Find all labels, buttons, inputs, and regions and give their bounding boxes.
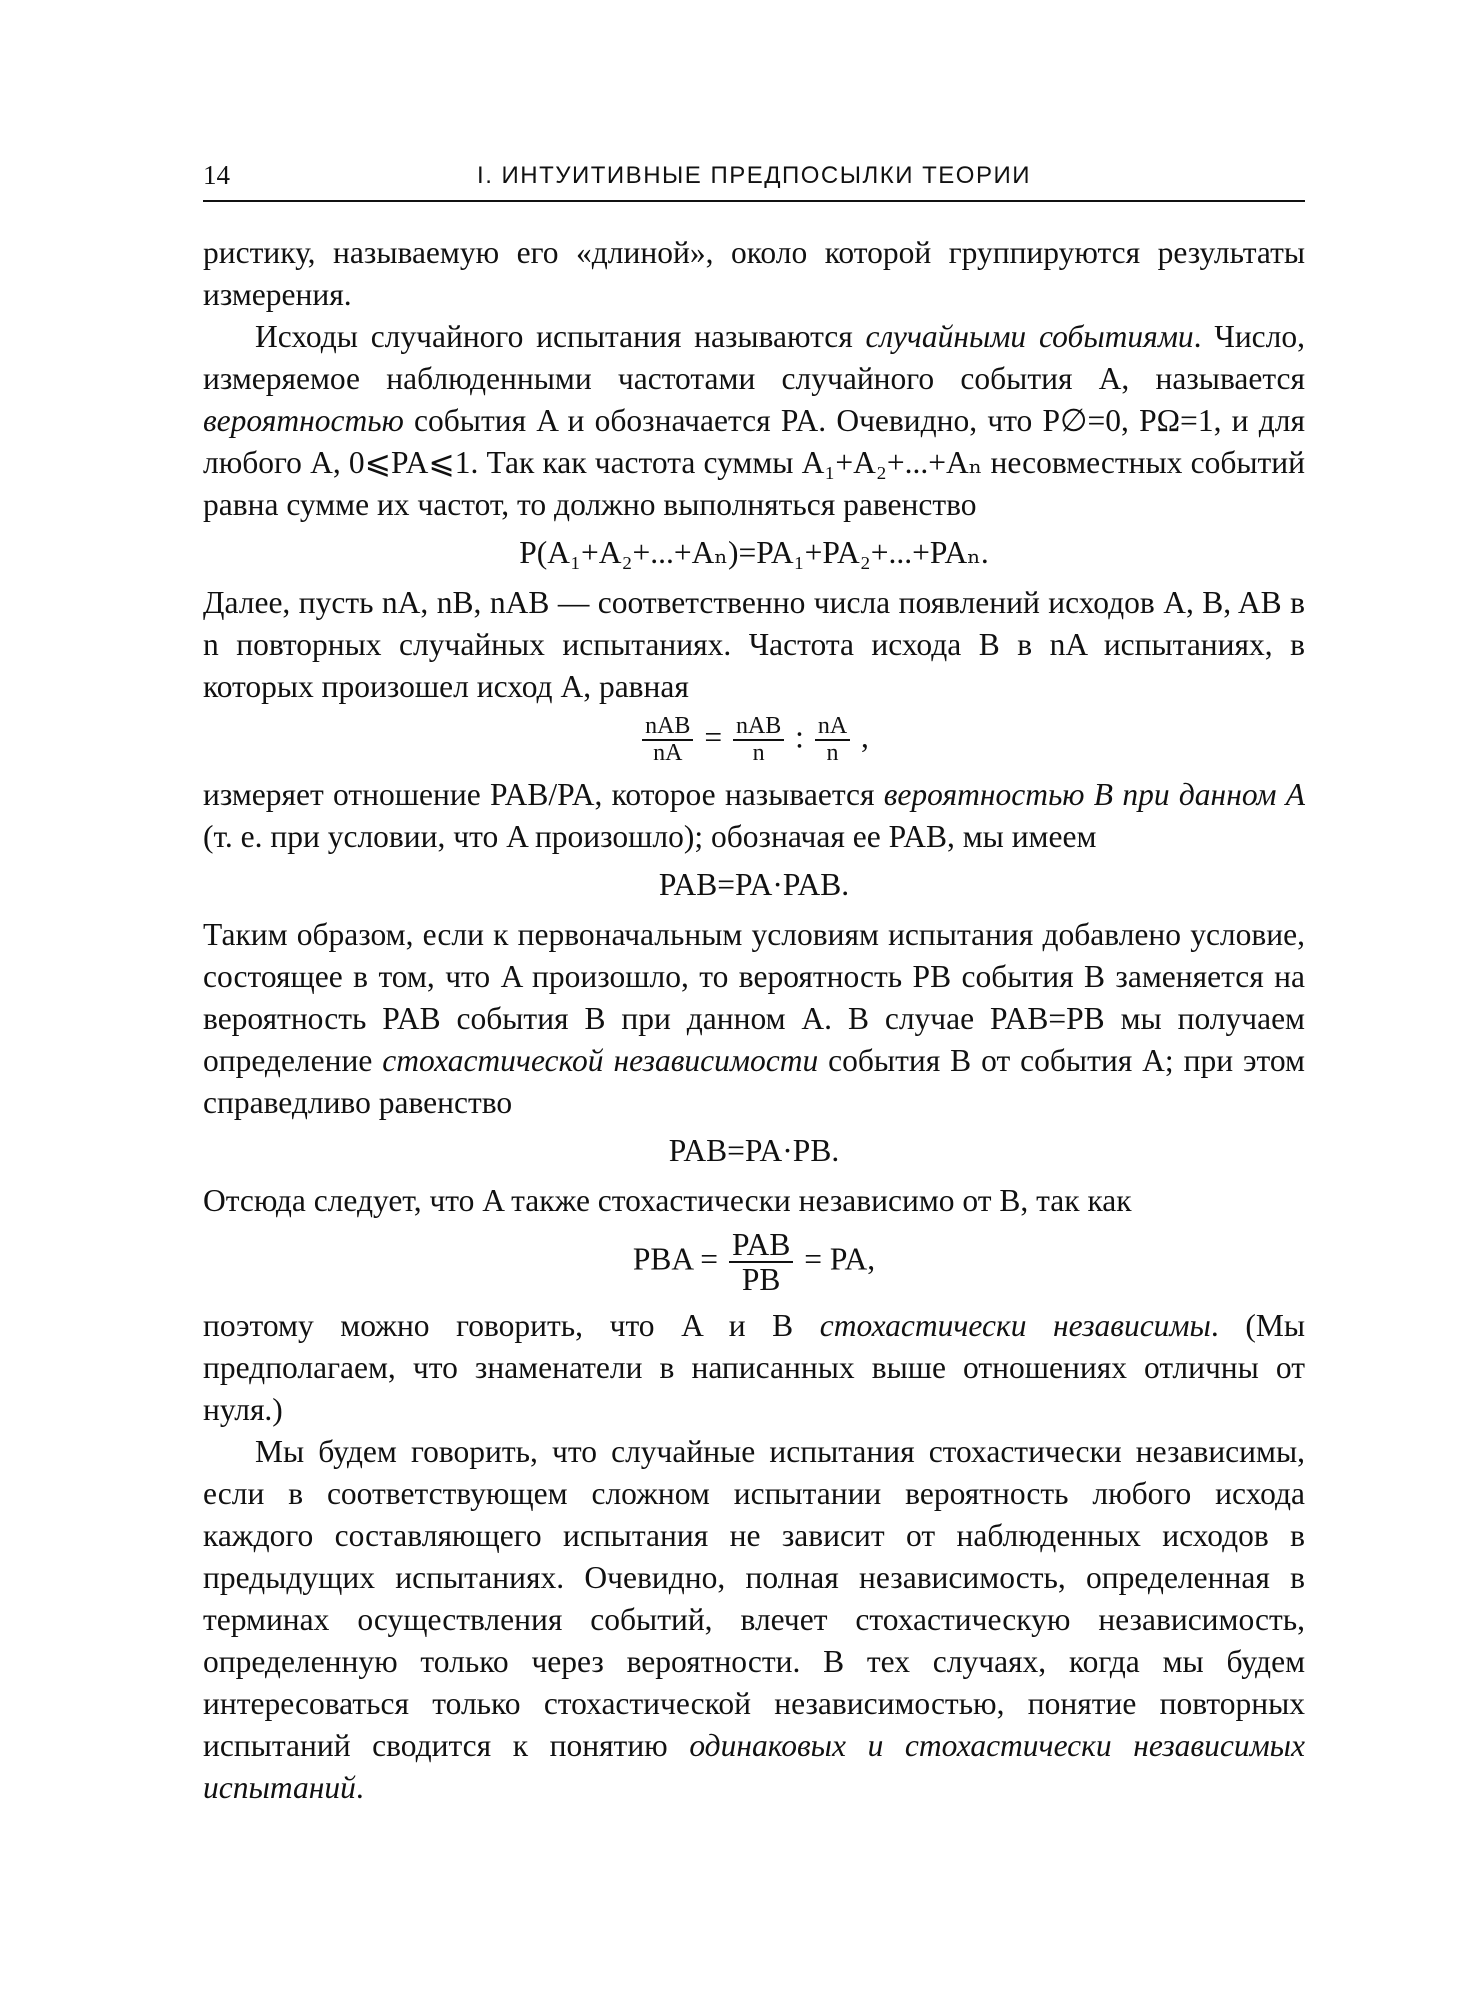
equals-sign: =	[704, 719, 723, 755]
formula-sum-probability: P(A₁+A₂+...+Aₙ)=PA₁+PA₂+...+PAₙ.	[519, 535, 989, 570]
fraction-pab-pb	[729, 1228, 793, 1296]
formula-comma: ,	[861, 719, 869, 755]
paragraph-7	[203, 1305, 1305, 1431]
running-head: I. ИНТУИТИВНЫЕ ПРЕДПОСЫЛКИ ТЕОРИИ	[477, 162, 1031, 189]
formula-frequency-ratio	[203, 714, 1305, 766]
term-conditional-probability: вероятностью B при данном A	[883, 777, 1306, 813]
paragraph-8	[203, 1431, 1305, 1809]
fraction-1	[642, 714, 693, 766]
page-header	[203, 160, 1305, 202]
fraction-3	[815, 714, 850, 766]
fraction-numerator: PAB	[729, 1228, 793, 1263]
paragraph-8-text-b: .	[355, 1769, 364, 1805]
fraction-1-numerator: nAB	[642, 714, 693, 741]
paragraph-5-text-a: Таким образом, если к первоначальным условиям испытания добавлено условие, состоящее в том, что A произошло, то вероятность PB события B заменяется на вероятность PAB события B при данном A. В случае PAB=PB мы получаем определение	[203, 917, 1305, 1079]
formula-5-lhs: PBA =	[632, 1241, 719, 1277]
paragraph-4-text-a: измеряет отношение PAB/PA, которое называется	[203, 777, 884, 813]
paragraph-6: Отсюда следует, что A также стохастически независимо от B, так как	[203, 1183, 1132, 1219]
fraction-denominator: PB	[741, 1262, 781, 1298]
fraction-3-numerator: nA	[815, 714, 850, 741]
formula-5-rhs: = PA,	[804, 1241, 876, 1277]
paragraph-2-text-b: . Число, измеряемое наблюденными частотами случайного события A, называется	[203, 319, 1306, 396]
paragraph-7-text-b: . (Мы предполагаем, что знаменатели в написанных выше отношениях отличны от нуля.)	[203, 1307, 1305, 1427]
term-stochastically-independent: стохастически независимы	[819, 1307, 1211, 1343]
paragraph-4	[203, 774, 1305, 858]
paragraph-2-text-c: события A и обозначается PA. Очевидно, что P∅=0, PΩ=1, и для любого A, 0⩽PA⩽1. Так как частота суммы A₁+A₂+...+Aₙ несовместных событий равна сумме их частот, то должно выполняться равенство	[203, 403, 1305, 522]
formula-symmetric-independence	[203, 1228, 1305, 1296]
paragraph-3: Далее, пусть nA, nB, nAB — соответственно числа появлений исходов A, B, AB в n повторных случайных испытаниях. Частота исхода B в nA испытаниях, в которых произошел исход A, равная	[203, 585, 1305, 704]
paragraph-2	[203, 316, 1305, 526]
term-probability: вероятностью	[203, 403, 404, 438]
fraction-2-numerator: nAB	[733, 714, 784, 741]
term-random-events: случайными событиями	[865, 319, 1194, 354]
paragraph-8-text-a: Мы будем говорить, что случайные испытания стохастически независимы, если в соответствующем сложном испытании вероятность любого исхода каждого составляющего испытания не зависит от наблюденных исходов в предыдущих испытаниях. Очевидно, полная независимость, определенная в терминах осуществления событий, влечет стохастическую независимость, определенную только через вероятности. В тех случаях, когда мы будем интересоваться только стохастической независимостью, понятие повторных испытаний сводится к понятию	[203, 1433, 1305, 1763]
paragraph-4-text-b: (т. е. при условии, что A произошло); обозначая ее PAB, мы имеем	[203, 819, 1097, 855]
division-sign: :	[795, 719, 804, 755]
paragraph-5	[203, 914, 1305, 1124]
fraction-2-denominator: n	[752, 740, 765, 767]
fraction-1-denominator: nA	[653, 740, 683, 767]
formula-product-rule: PAB=PA·PAB.	[658, 867, 850, 903]
page-number: 14	[203, 160, 230, 190]
term-stochastic-independence: стохастической независимости	[382, 1043, 819, 1079]
paragraph-5-text-b: события B от события A; при этом справедливо равенство	[203, 1043, 1305, 1121]
paragraph-2-text-a: Исходы случайного испытания называются	[255, 319, 866, 354]
formula-independence: PAB=PA·PB.	[668, 1133, 840, 1169]
paragraph-7-text-a: поэтому можно говорить, что A и B	[203, 1307, 820, 1343]
body-text	[203, 232, 1305, 1809]
fraction-2	[733, 714, 784, 766]
fraction-3-denominator: n	[826, 740, 839, 767]
paragraph-1: ристику, называемую его «длиной», около которой группируются результаты измерения.	[203, 235, 1305, 312]
term-identical-independent-trials: одинаковых и стохастически независимых испытаний	[203, 1727, 1305, 1805]
